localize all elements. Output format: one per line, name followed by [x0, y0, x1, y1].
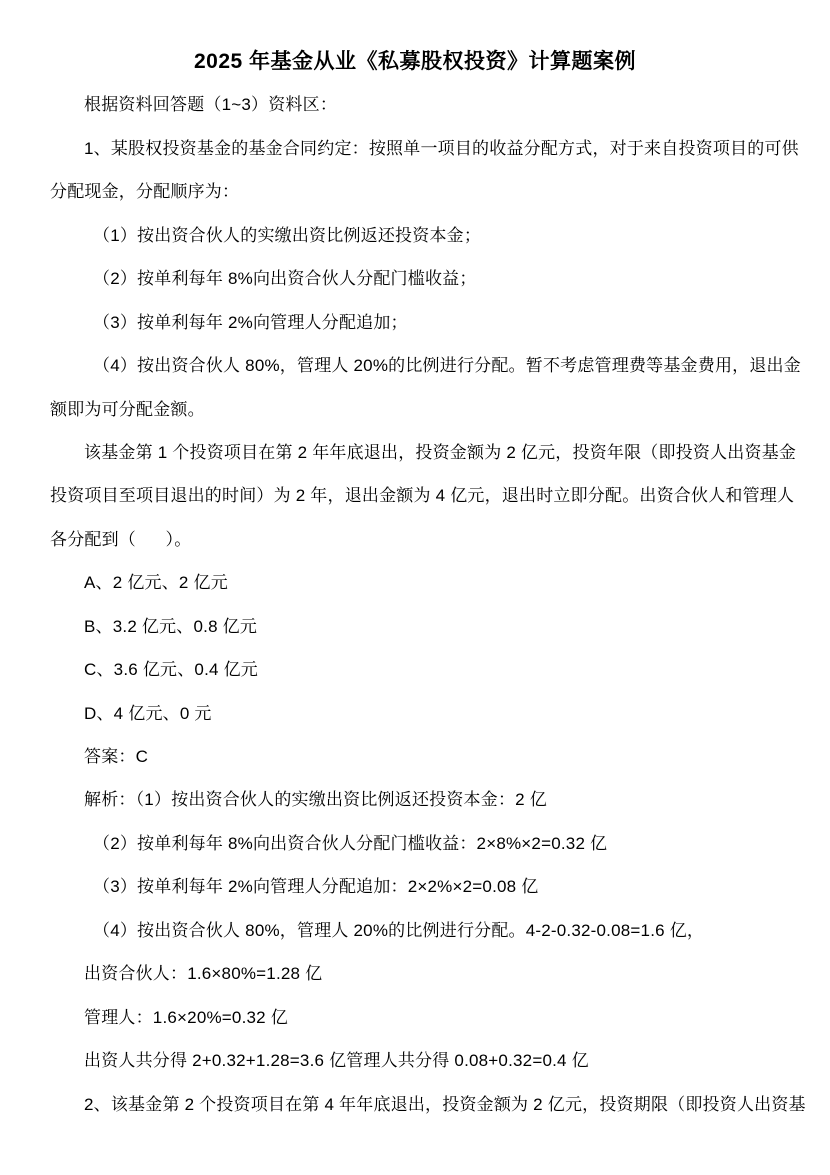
exam-document	[0, 40, 830, 1126]
line-q1-scenario-1: 该基金第 1 个投资项目在第 2 年年底退出，投资金额为 2 亿元，投资年限（即投资人出资基金	[84, 442, 797, 462]
line-q1-condition-4: （4）按出资合伙人 80%，管理人 20%的比例进行分配。暂不考虑管理费等基金费用，退出金	[93, 356, 801, 376]
line-explanation-4: （4）按出资合伙人 80%，管理人 20%的比例进行分配。4-2-0.32-0.08=1.6 亿，	[93, 920, 705, 940]
option-c: C、3.6 亿元、0.4 亿元	[84, 660, 258, 680]
line-q1-condition-3: （3）按单利每年 2%向管理人分配追加；	[93, 312, 408, 332]
line-explanation-1: 解析：（1）按出资合伙人的实缴出资比例返还投资本金：2 亿	[84, 790, 547, 810]
answer-line: 答案：C	[84, 747, 149, 766]
line-q1-condition-4-cont: 额即为可分配金额。	[50, 399, 205, 419]
line-q1-scenario-2: 投资项目至项目退出的时间）为 2 年，退出金额为 4 亿元，退出时立即分配。出资合伙人和管理人	[50, 486, 795, 506]
line-instructions: 根据资料回答题（1~3）资料区：	[84, 95, 338, 115]
line-explanation-2: （2）按单利每年 8%向出资合伙人分配门槛收益：2×8%×2=0.32 亿	[93, 833, 608, 853]
line-q1-scenario-3: 各分配到（ ）。	[50, 529, 192, 549]
line-q1-condition-1: （1）按出资合伙人的实缴出资比例返还投资本金；	[93, 225, 482, 245]
line-q2-stem-1: 2、该基金第 2 个投资项目在第 4 年年底退出，投资金额为 2 亿元，投资期限（即投资人出资基	[84, 1094, 806, 1114]
line-explanation-totals: 出资人共分得 2+0.32+1.28=3.6 亿管理人共分得 0.08+0.32=0.4 亿	[84, 1051, 589, 1071]
option-a: A、2 亿元、2 亿元	[84, 573, 228, 593]
doc-title: 2025 年基金从业《私募股权投资》计算题案例	[193, 50, 637, 73]
line-q1-stem-2: 分配现金，分配顺序为：	[50, 182, 240, 202]
line-explanation-gp-share: 管理人：1.6×20%=0.32 亿	[84, 1007, 288, 1027]
option-b: B、3.2 亿元、0.8 亿元	[84, 616, 258, 636]
option-d: D、4 亿元、0 元	[84, 703, 212, 723]
line-q1-condition-2: （2）按单利每年 8%向出资合伙人分配门槛收益；	[93, 269, 477, 289]
line-explanation-3: （3）按单利每年 2%向管理人分配追加：2×2%×2=0.08 亿	[93, 877, 539, 897]
line-explanation-lp-share: 出资合伙人：1.6×80%=1.28 亿	[84, 964, 323, 984]
line-q1-stem-1: 1、某股权投资基金的基金合同约定：按照单一项目的收益分配方式，对于来自投资项目的可供	[84, 138, 799, 158]
